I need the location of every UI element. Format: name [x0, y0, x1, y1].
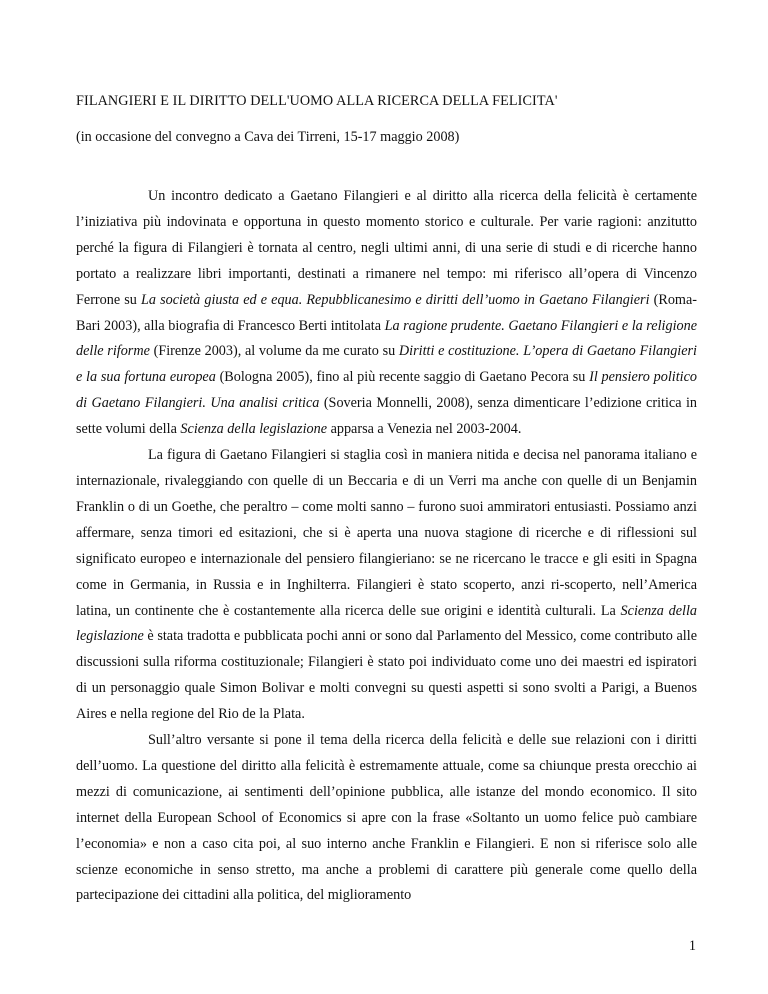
- text-segment: (Firenze 2003), al volume da me curato su: [149, 343, 399, 360]
- text-segment: Sull’altro versante si pone il tema della ricerca della felicità e delle sue relazioni con i diritti dell’uomo. La questione del diritto alla felicità è estremamente attuale, come sa chiunque presta orecchio ai mezzi di comunicazione, ai sentimenti dell’opinione pubblica, alle istanze del mondo economico. Il sito internet della European School of Economics si apre con la frase «Soltanto un uomo felice può cambiare l’economia» e non a caso cita poi, al suo interno anche Franklin e Filangieri. E non si riferisce solo alle scienze economiche in senso stretto, ma anche a problemi di carattere più generale come quello della partecipazione dei cittadini alla politica, del miglioramento: [76, 732, 697, 904]
- document-subtitle: (in occasione del convegno a Cava dei Tirreni, 15-17 maggio 2008): [76, 129, 460, 145]
- paragraph: [76, 443, 697, 728]
- italic-title-segment: Il pensiero politico di Gaetano Filangieri. Una analisi critica: [76, 369, 697, 412]
- text-segment: apparsa a Venezia nel 2003-2004.: [327, 421, 522, 438]
- italic-title-segment: La società giusta ed e equa. Repubblicanesimo e diritti dell’uomo in Gaetano Filangieri: [140, 291, 650, 308]
- paragraph: [76, 184, 697, 443]
- text-segment: Un incontro dedicato a Gaetano Filangieri e al diritto alla ricerca della felicità è certamente l’iniziativa più indovinata e opportuna in questo momento storico e culturale. Per varie ragioni: anzitutto perché la figura di Filangieri è tornata al centro, negli ultimi anni, di una serie di studi e di ricerche hanno portato a realizzare libri importanti, destinati a rimanere nel tempo: mi riferisco all’opera di Vincenzo Ferrone su: [76, 188, 697, 308]
- document-title: FILANGIERI E IL DIRITTO DELL'UOMO ALLA RICERCA DELLA FELICITA': [76, 93, 558, 109]
- text-segment: (Soveria Monnelli, 2008), senza dimenticare l’edizione critica in sette volumi della: [76, 395, 697, 438]
- page-number: 1: [688, 938, 696, 954]
- text-segment: (Bologna 2005), fino al più recente saggio di Gaetano Pecora su: [215, 369, 590, 386]
- document-body: [76, 184, 697, 909]
- italic-title-segment: Scienza della legislazione: [180, 421, 328, 438]
- text-segment: è stata tradotta e pubblicata pochi anni or sono dal Parlamento del Messico, come contributo alle discussioni sulla riforma costituzionale; Filangieri è stato poi individuato come uno dei maestri ed ispiratori di un personaggio quale Simon Bolivar e molti convegni su questi aspetti si sono svolti a Parigi, a Buenos Aires e nella regione del Rio de la Plata.: [76, 628, 697, 723]
- italic-title-segment: Scienza della legislazione: [76, 602, 697, 645]
- text-segment: La figura di Gaetano Filangieri si staglia così in maniera nitida e decisa nel panorama italiano e internazionale, rivaleggiando con quelle di un Beccaria e di un Verri ma anche con quelle di un Benjamin Franklin o di un Goethe, che peraltro – come molti sanno – furono suoi ammiratori entusiasti. Possiamo anzi affermare, senza timori ed esitazioni, che si è aperta una nuova stagione di ricerche e di riflessioni sul significato europeo e internazionale del pensiero filangieriano: se ne ricercano le tracce e gli esiti in Spagna come in Germania, in Russia e in Inghilterra. Filangieri è stato scoperto, anzi ri-scoperto, nell’America latina, un continente che è costantemente alla ricerca delle sue origini e identità culturali. La: [76, 447, 697, 619]
- italic-title-segment: Diritti e costituzione. L’opera di Gaetano Filangieri e la sua fortuna europea: [76, 343, 698, 386]
- text-segment: (Roma-Bari 2003), alla biografia di Francesco Berti intitolata: [76, 291, 697, 334]
- paragraph: [76, 728, 697, 909]
- italic-title-segment: La ragione prudente. Gaetano Filangieri e la religione delle riforme: [76, 317, 697, 360]
